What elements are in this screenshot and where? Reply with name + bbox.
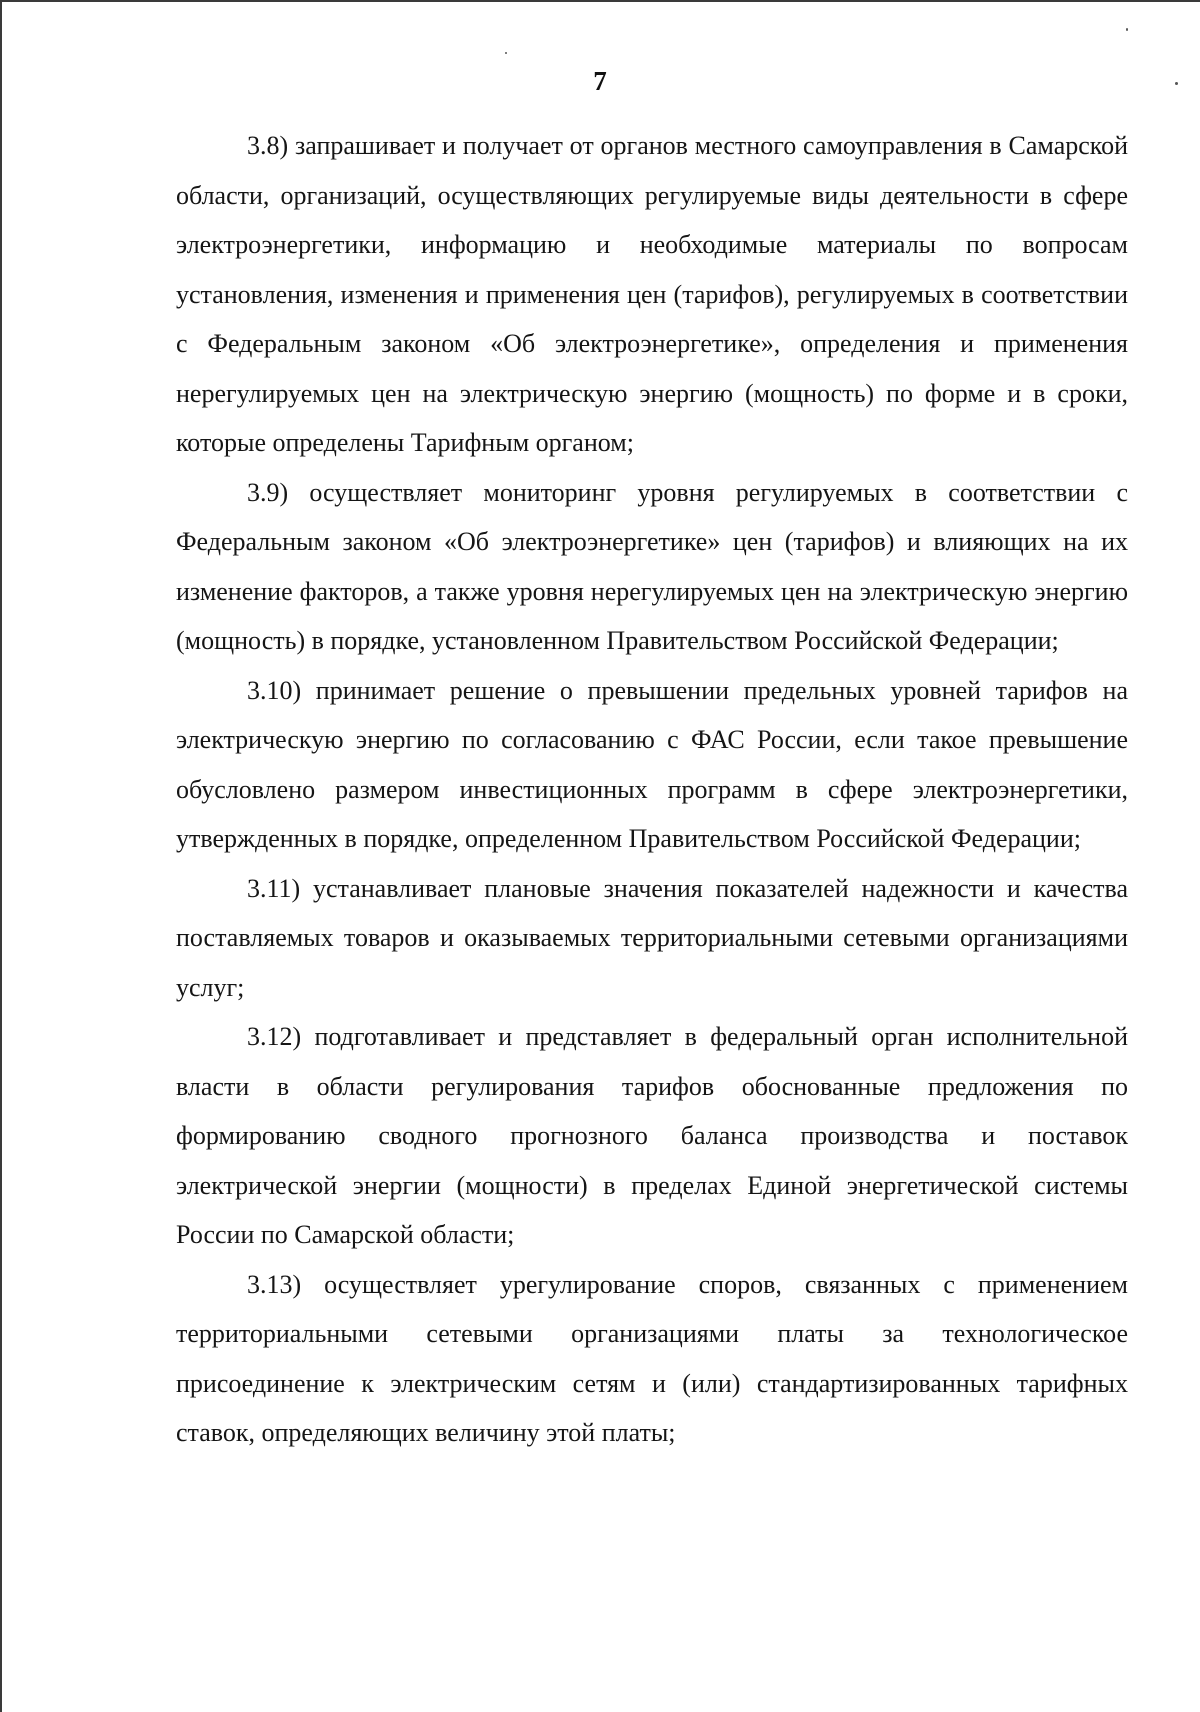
paragraph-3-8: 3.8) запрашивает и получает от органов местного самоуправления в Самарской области, организаций, осуществляющих регулируемые виды деятельности в сфере электроэнергетики, информацию и необходимые материалы по вопросам установления, изменения и применения цен (тарифов), регулируемых в соответствии с Федеральным законом «Об электроэнергетике», определения и применения нерегулируемых цен на электрическую энергию (мощность) по форме и в сроки, которые определены Тарифным органом; (176, 131, 1128, 457)
paragraph-3-11: 3.11) устанавливает плановые значения показателей надежности и качества поставляемых товаров и оказываемых территориальными сетевыми организациями услуг; (176, 873, 1128, 1002)
scan-speck (505, 52, 507, 54)
scan-edge-top (0, 0, 1200, 2)
paragraph-3-12: 3.12) подготавливает и представляет в федеральный орган исполнительной власти в области регулирования тарифов обоснованные предложения по формированию сводного прогнозного баланса производства и поставок электрической энергии (мощности) в пределах Единой энергетической системы России по Самарской области; (176, 1022, 1128, 1249)
paragraph-3-9: 3.9) осуществляет мониторинг уровня регулируемых в соответствии с Федеральным законом «Об электроэнергетике» цен (тарифов) и влияющих на их изменение факторов, а также уровня нерегулируемых цен на электрическую энергию (мощность) в порядке, установленном Правительством Российской Федерации; (176, 477, 1128, 655)
paragraph-3-10: 3.10) принимает решение о превышении предельных уровней тарифов на электрическую энергию по согласованию с ФАС России, если такое превышение обусловлено размером инвестиционных программ в сфере электроэнергетики, утвержденных в порядке, определенном Правительством Российской Федерации; (176, 675, 1128, 853)
document-body (176, 121, 1128, 1458)
paragraph-3-13: 3.13) осуществляет урегулирование споров, связанных с применением территориальными сетевыми организациями платы за технологическое присоединение к электрическим сетям и (или) стандартизированных тарифных ставок, определяющих величину этой платы; (176, 1269, 1128, 1447)
scan-edge-left (0, 0, 2, 1712)
scan-speck (1126, 28, 1128, 31)
page-number: 7 (593, 66, 607, 96)
